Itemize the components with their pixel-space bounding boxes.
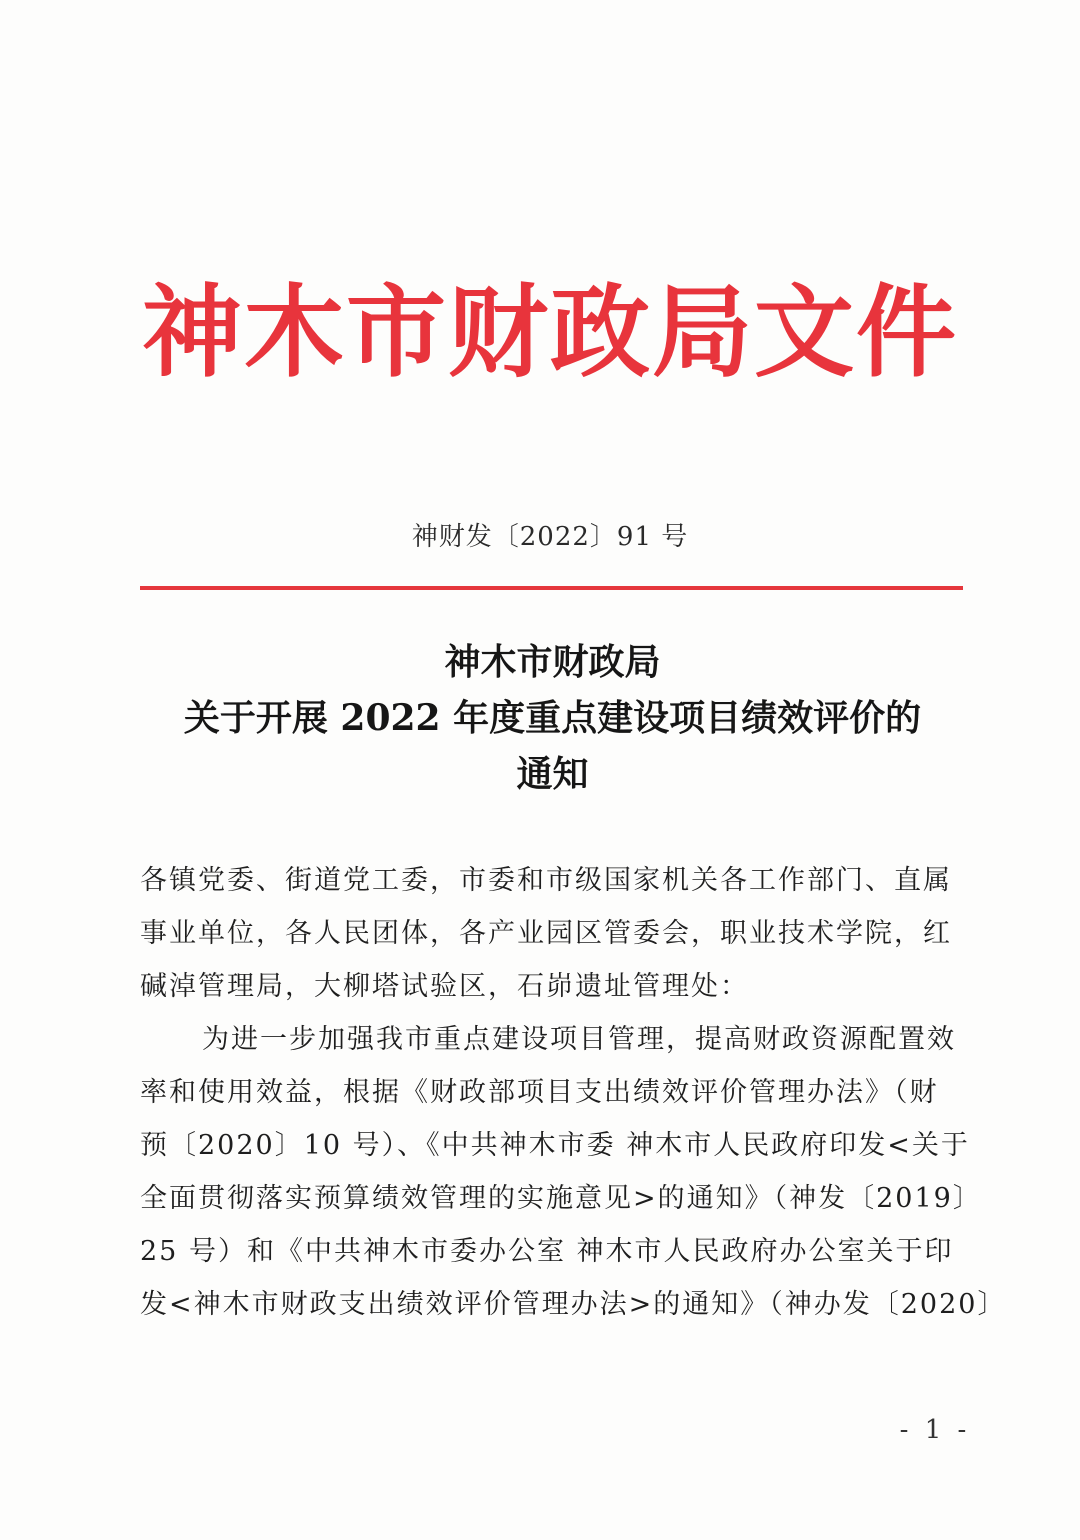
document-number: 神财发〔2022〕91 号 bbox=[411, 522, 689, 552]
title-line-issuer: 神木市财政局 bbox=[444, 641, 661, 683]
masthead-title: 神木市财政局文件 bbox=[142, 273, 958, 391]
paragraph-line: 率和使用效益，根据《财政部项目支出绩效评价管理办法》（财 bbox=[140, 1077, 939, 1108]
recipients-line: 各镇党委、街道党工委，市委和市级国家机关各工作部门、直属 bbox=[140, 865, 952, 896]
paragraph-line: 为进一步加强我市重点建设项目管理，提高财政资源配置效 bbox=[202, 1024, 956, 1055]
paragraph-line: 25 号）和《中共神木市委办公室 神木市人民政府办公室关于印 bbox=[140, 1236, 954, 1267]
page-number: - 1 - bbox=[899, 1415, 971, 1445]
recipients-line: 事业单位，各人民团体，各产业园区管委会，职业技术学院，红 bbox=[140, 918, 952, 949]
paragraph-line: 全面贯彻落实预算绩效管理的实施意见>的通知》（神发〔2019〕 bbox=[140, 1183, 982, 1214]
notice-title bbox=[140, 634, 965, 802]
paragraph-line: 发<神木市财政支出绩效评价管理办法>的通知》（神办发〔2020〕 bbox=[140, 1289, 1007, 1320]
body-text bbox=[140, 854, 1007, 1331]
recipients-line: 碱淖管理局，大柳塔试验区，石峁遗址管理处： bbox=[140, 971, 749, 1002]
title-line-type: 通知 bbox=[516, 753, 589, 795]
red-divider-line bbox=[140, 586, 963, 590]
paragraph-line: 预〔2020〕10 号）、《中共神木市委 神木市人民政府印发<关于 bbox=[140, 1130, 970, 1161]
title-line-subject: 关于开展 2022 年度重点建设项目绩效评价的 bbox=[183, 697, 922, 739]
